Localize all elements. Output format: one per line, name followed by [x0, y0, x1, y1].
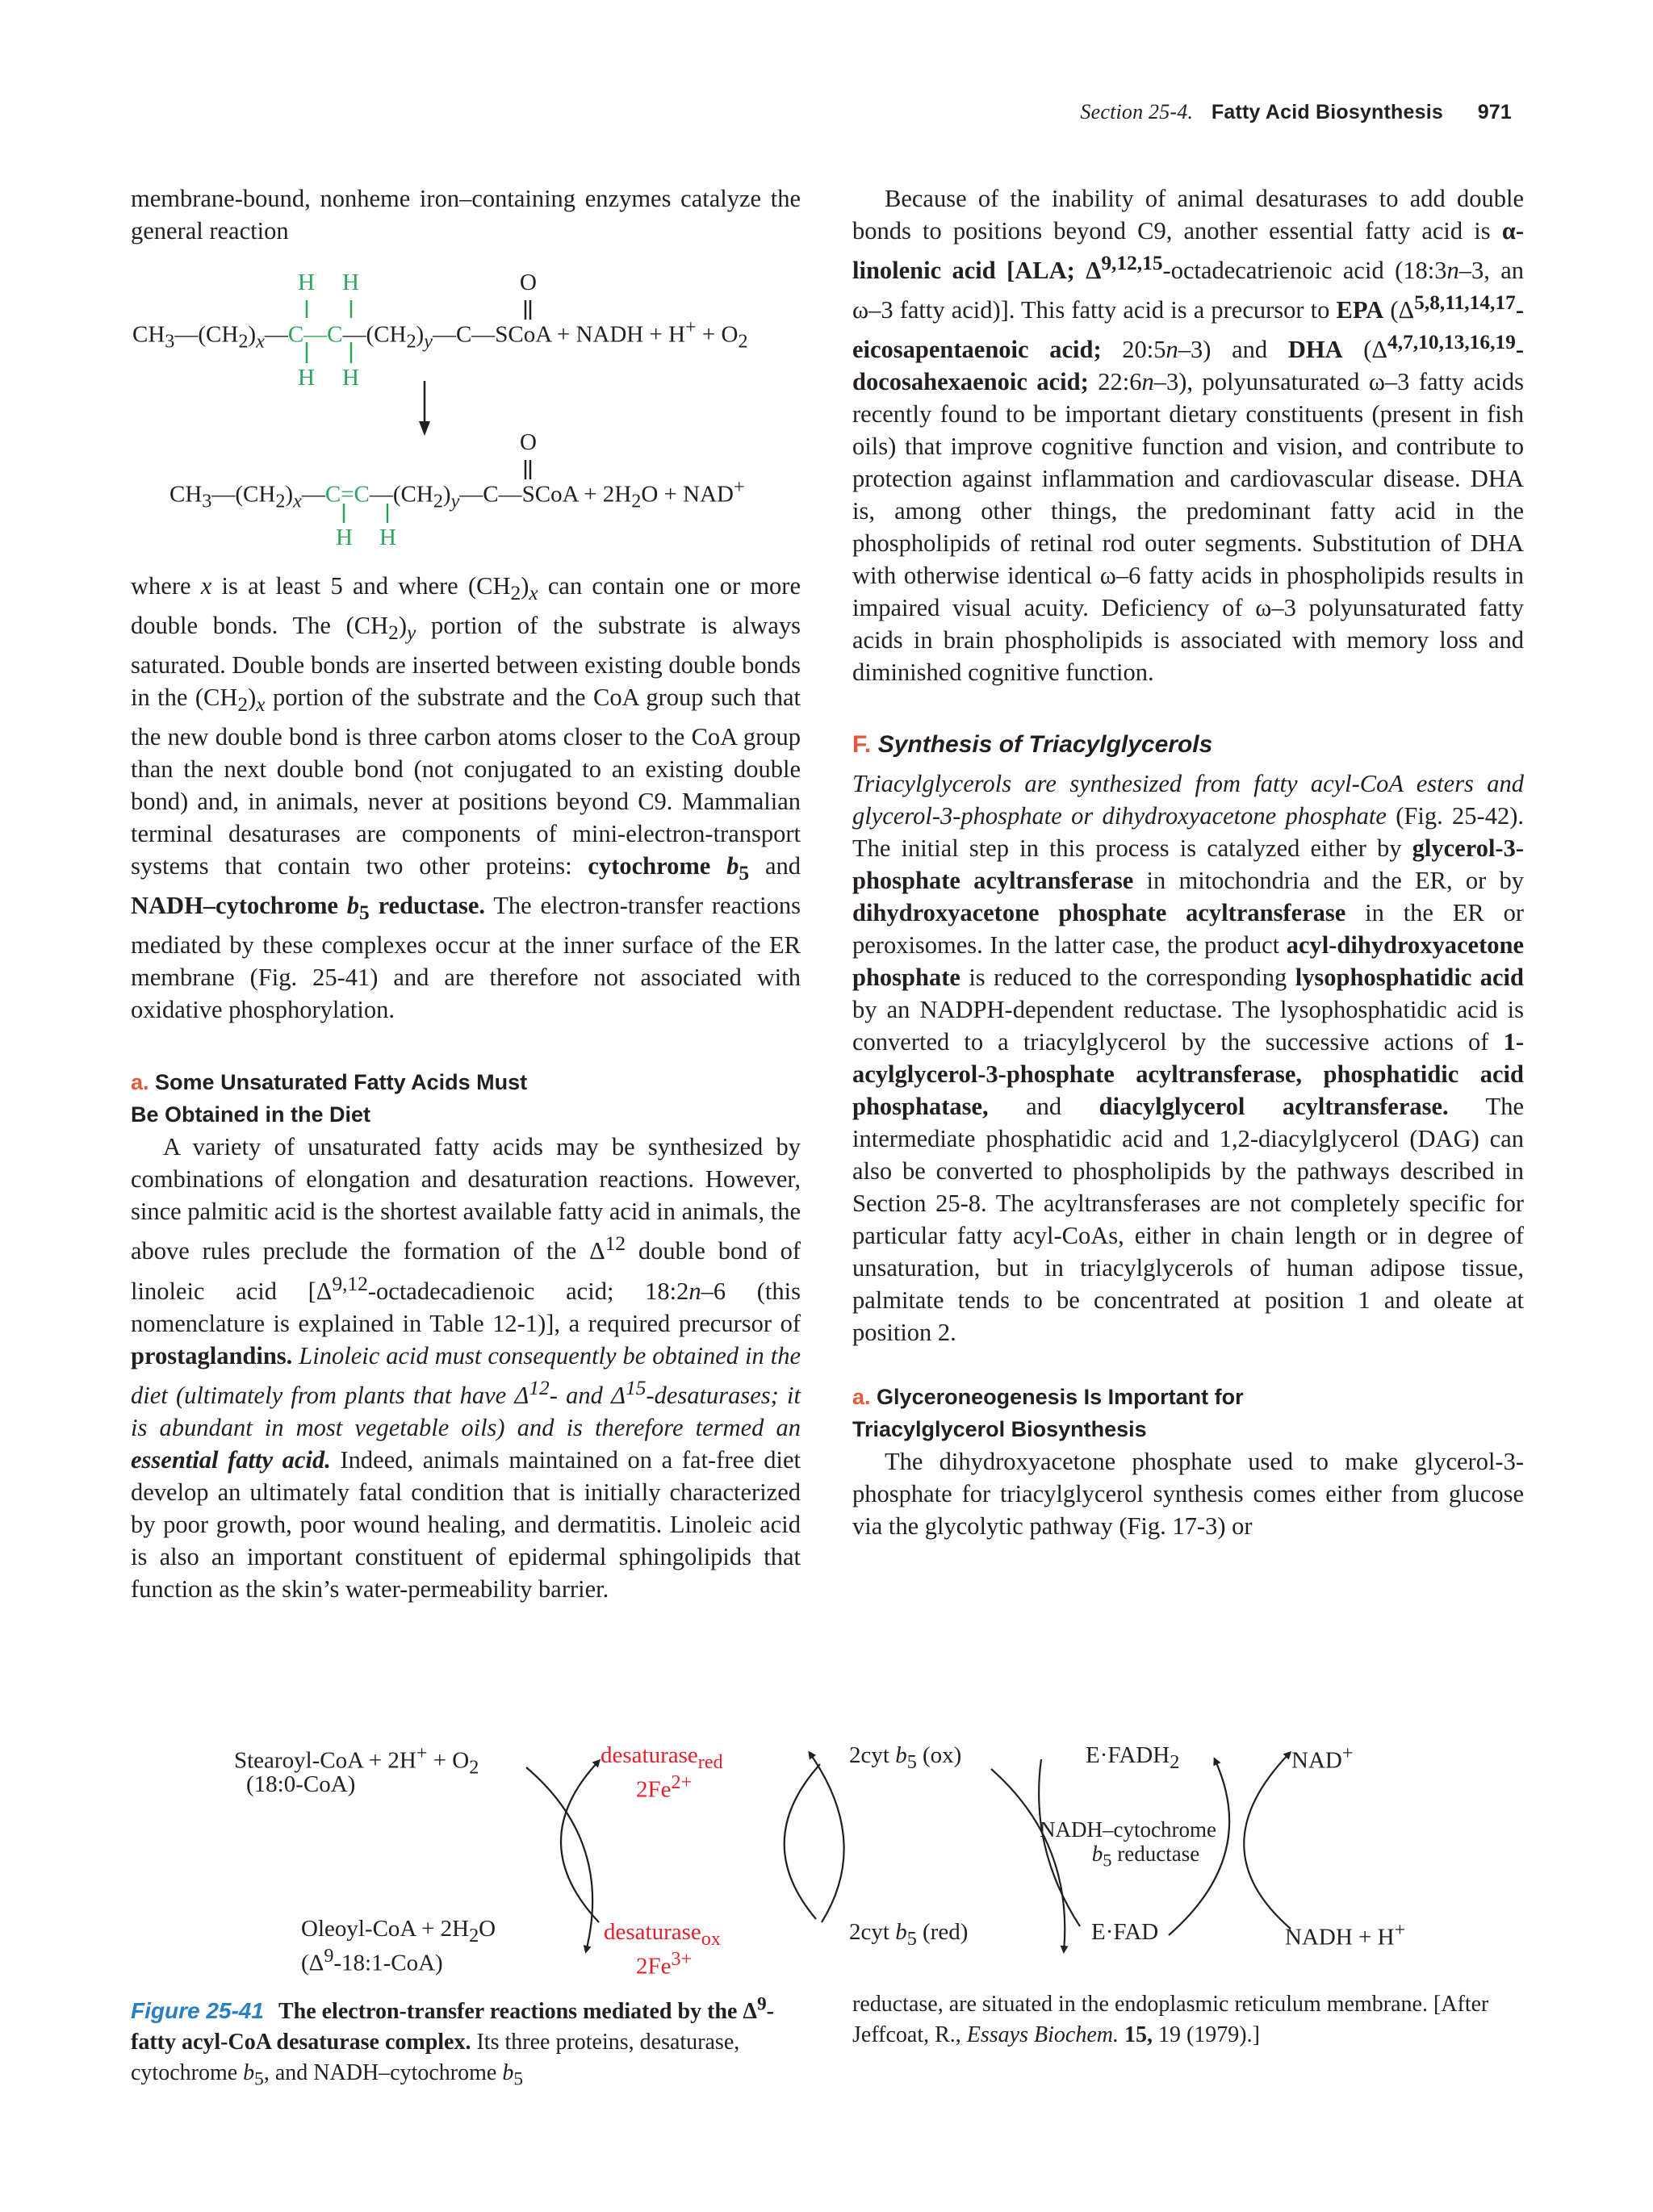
h-bot-2: H	[342, 365, 359, 391]
fe3-label: $2Fe^{3+}$	[636, 1948, 693, 1980]
arrow-cyt-ox-side	[785, 1764, 820, 1919]
nadh-label: NADH + H+	[1285, 1919, 1406, 1951]
arrow-stearoyl-to-oleoyl	[526, 1767, 592, 1951]
figure-caption-right: reductase, are situated in the endoplasmic reticulum membrane. [After Jeffcoat, R., Essays Biochem. 15, 19 (1979).]	[852, 1992, 1489, 2047]
oleoyl-label: Oleoyl-CoA + $2H_2O$	[301, 1916, 496, 1946]
stearoyl-label: Stearoyl-CoA + $2H^+ + O_2$	[234, 1742, 479, 1779]
efadh2-label: $E\cdot FADH_2$	[1086, 1742, 1180, 1773]
efad-label: E·FAD	[1091, 1919, 1159, 1945]
figure-caption-left: Figure 25-41 The electron-transfer reactions mediated by the $\Delta^9$-fatty acyl-CoA desaturase complex. Its three proteins, desaturase, cytochrome $b_5$, and NADH–cytochrome $b_5$	[131, 1994, 774, 2090]
right-paragraph-3: The dihydroxyacetone phosphate used to make glycerol-3-phosphate for triacylglycerol synthesis comes either from glucose via the glycolytic pathway (Fig. 17-3) or	[852, 1448, 1524, 1541]
right-paragraph-2: Triacylglycerols are synthesized from fatty acyl-CoA esters and glycerol-3-phosphate or dihydroxyacetone phosphate (Fig. 25-42). The initial step in this process is catalyzed either by glycerol-3-phosphate acyltransferase in mitochondria and the ER, or by dihydroxyacetone phosphate acyltransferase in the ER or peroxisomes. In the latter case, the product acyl-dihydroxyacetone phosphate is reduced to the corresponding lysophosphatidic acid by an NADPH-dependent reductase. The lysophosphatidic acid is converted to a triacylglycerol by the successive actions of 1-acylglycerol-3-phosphate acyltransferase, phosphatidic acid phosphatase, and diacylglycerol acyltransferase. The intermediate phosphatidic acid and 1,2-diacylglycerol (DAG) can also be converted to phospholipids by the pathways described in Section 25-8. The acyltransferases are not completely specific for particular fatty acyl-CoAs, either in chain length or in degree of unsaturation, but in triacylglycerols of human adipose tissue, palmitate tends to be concentrated at position 1 and oleate at position 2.	[852, 770, 1524, 1347]
cyt-red-label: 2cyt $b_5$ (red)	[849, 1919, 969, 1950]
desaturase-red-label: desaturase$_{red}$	[601, 1742, 723, 1773]
header-title: Fatty Acid Biosynthesis	[1211, 101, 1443, 123]
h-bot-1: H	[298, 365, 315, 391]
header-section: Section 25-4.	[1080, 100, 1194, 123]
o-prod: O	[520, 429, 537, 455]
o-top: O	[520, 270, 537, 295]
left-paragraph-1: where x is at least 5 and where $(CH_2)_x$ can contain one or more double bonds. The $(CH_2)_y$ portion of the substrate is always saturated. Double bonds are inserted between existing double bonds in the $(CH_2)_x$ portion of the substrate and the CoA group such that the new double bond is three carbon atoms closer to the CoA group than the next double bond (not conjugated to an existing double bond) and, in animals, never at positions beyond C9. Mammalian terminal desaturases are components of mini-electron-transport systems that contain two other proteins: cytochrome $b_5$ and NADH–cytochrome $b_5$ reductase. The electron-transfer reactions mediated by these complexes occur at the inner surface of the ER membrane (Fig. 25-41) and are therefore not associated with oxidative phosphorylation.	[131, 572, 801, 1024]
intro-text: membrane-bound, nonheme iron–containing enzymes catalyze the general reaction	[131, 185, 801, 245]
arrow-cyt-red-to-ox	[810, 1753, 844, 1922]
reaction-product: $CH_3—(CH_2)_x—C=C—(CH_2)_y—C—SCoA + 2H_2O + NAD^+$	[169, 476, 745, 512]
h-prod-2: H	[379, 525, 396, 550]
desaturase-ox-label: desaturase$_{ox}$	[604, 1919, 721, 1950]
fe2-label: $2Fe^{2+}$	[636, 1771, 693, 1803]
enzyme-label: NADH–cytochrome $b_5$ reductase	[1040, 1817, 1216, 1871]
section-f-heading: F. Synthesis of Triacylglycerols	[852, 731, 1213, 759]
left-paragraph-2: A variety of unsaturated fatty acids may be synthesized by combinations of elongation and desaturation reactions. However, since palmitic acid is the shortest available fatty acid in animals, the above rules preclude the formation of the $\Delta^{12}$ double bond of linoleic acid [$\Delta^{9,12}$-octadecadienoic acid; 18:2n–6 (this nomenclature is explained in Table 12-1)], a required precursor of prostaglandins. Linoleic acid must consequently be obtained in the diet (ultimately from plants that have $\Delta^{12}-$ and $\Delta^{15}$-desaturases; it is abundant in most vegetable oils) and is therefore termed an essential fatty acid. Indeed, animals maintained on a fat-free diet develop an ultimately fatal condition that is initially characterized by poor growth, poor wound healing, and dermatitis. Linoleic acid is also an important constituent of epidermal sphingolipids that function as the skin’s water-permeability barrier.	[131, 1133, 801, 1603]
reaction-substrate: $CH_3—(CH_2)_x—C—C—(CH_2)_y—C—SCoA$ + NADH + $H^+ + O_2$	[132, 316, 748, 353]
cyt-ox-label: 2cyt $b_5$ (ox)	[849, 1742, 962, 1773]
oleoyl-sub: $(\Delta^9-18:1-CoA)$	[301, 1945, 443, 1976]
h-prod-1: H	[336, 525, 353, 550]
nad-label: NAD+	[1291, 1742, 1354, 1774]
stearoyl-sub: (18:0-CoA)	[246, 1771, 356, 1797]
subsection-a-heading: a. Some Unsaturated Fatty Acids Must Be Obtained in the Diet	[131, 1070, 528, 1127]
subsection-glyceroneogenesis-heading: a. Glyceroneogenesis Is Important for Triacylglycerol Biosynthesis	[852, 1385, 1244, 1442]
figure-label: Figure 25-41	[131, 1998, 264, 2024]
h-top-1: H	[298, 270, 315, 295]
right-paragraph-1: Because of the inability of animal desaturases to add double bonds to positions beyond C9, another essential fatty acid is α-linolenic acid [ALA; Δ$^{9,12,15}$-octadecatrienoic acid (18:3n–3, an ω–3 fatty acid)]. This fatty acid is a precursor to EPA ($\Delta^{5,8,11,14,17}$-eicosapentaenoic acid; 20:5n–3) and DHA ($\Delta^{4,7,10,13,16,19}$-docosahexaenoic acid; 22:6n–3), polyunsaturated ω–3 fatty acids recently found to be important dietary constituents (present in fish oils) that improve cognitive function and vision, and contribute to protection against inflammation and cardiovascular disease. DHA is, among other things, the predominant fatty acid in the phospholipids of retinal rod outer segments. Substitution of DHA with otherwise identical ω–6 fatty acids in phospholipids results in impaired visual acuity. Deficiency of ω–3 polyunsaturated fatty acids in brain phospholipids is associated with memory loss and diminished cognitive function.	[852, 185, 1525, 687]
h-top-2: H	[342, 270, 359, 295]
page-number: 971	[1477, 101, 1512, 123]
arrow-nadh-to-nad	[1244, 1753, 1291, 1929]
